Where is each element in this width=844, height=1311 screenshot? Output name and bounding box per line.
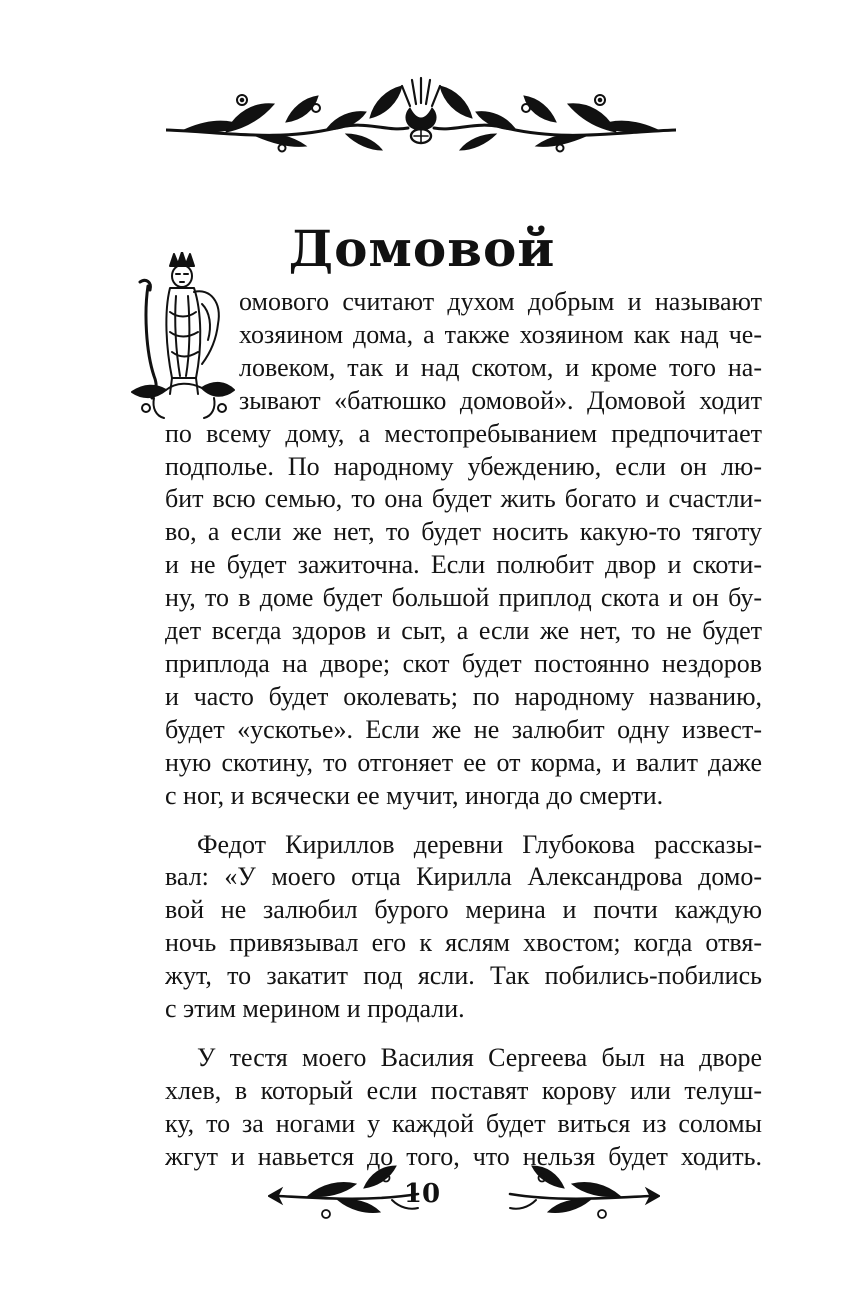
text-line: омового считают духом добрым и называют <box>239 287 762 316</box>
text-line: вой не залюбил бурого мерина и почти каждую <box>165 895 762 925</box>
text-line: У тестя моего Василия Сергеева был на дворе <box>197 1042 762 1072</box>
text-line: с ног, и всячески ее мучит, иногда до смерти. <box>165 780 664 810</box>
text-line: зывают «батюшко домовой». Домовой ходит <box>239 385 762 415</box>
text-line: хлев, в который если поставят корову или телуш- <box>165 1075 762 1105</box>
text-line: и не будет зажиточна. Если полюбит двор и скоти- <box>165 550 762 580</box>
text-line: хозяином дома, а также хозяином как над че- <box>239 319 762 349</box>
page-number: 10 <box>403 1179 441 1209</box>
paragraph-gap <box>165 1026 762 1042</box>
text-line: по всему дому, а местопребыванием предпочитает <box>165 418 762 448</box>
text-line: ку, то за ногами у каждой будет виться из соломы <box>165 1108 762 1138</box>
text-line: приплода на дворе; скот будет постоянно нездоров <box>165 648 762 678</box>
chapter-title: Домовой <box>288 219 556 278</box>
text-line: жгут и навьется до того, что нельзя будет ходить. <box>165 1141 762 1171</box>
text-line: во, а если же нет, то будет носить какую-то тяготу <box>165 517 762 547</box>
text-line: жут, то закатит под ясли. Так побились-побились <box>165 961 762 991</box>
text-line: и часто будет околевать; по народному названию, <box>165 681 762 711</box>
text-line: будет «ускотье». Если же не залюбит одну извест- <box>165 714 762 744</box>
text-line: дет всегда здоров и сыт, а если же нет, то не будет <box>165 616 762 646</box>
paragraph-1 <box>165 286 762 813</box>
floral-header-ornament-icon <box>166 72 676 162</box>
paragraph-3 <box>165 1042 762 1174</box>
text-line: с этим мерином и продали. <box>165 994 465 1024</box>
text-line: бит всю семью, то она будет жить богато и счастли- <box>165 484 762 514</box>
text-line: Федот Кириллов деревни Глубокова рассказы- <box>197 829 762 859</box>
text-line: вал: «У моего отца Кирилла Александрова домо- <box>165 862 762 892</box>
text-line: подполье. По народному убеждению, если он лю- <box>165 451 762 481</box>
text-line: ную скотину, то отгоняет ее от корма, и валит даже <box>165 747 762 777</box>
text-line: ну, то в доме будет большой приплод скота и он бу- <box>165 583 762 613</box>
text-line: ночь привязывал его к яслям хвостом; когда отвя- <box>165 928 762 958</box>
body-text <box>165 286 762 1174</box>
paragraph-2 <box>165 829 762 1026</box>
text-line: ловеком, так и над скотом, и кроме того на- <box>239 352 762 382</box>
paragraph-gap <box>165 813 762 829</box>
